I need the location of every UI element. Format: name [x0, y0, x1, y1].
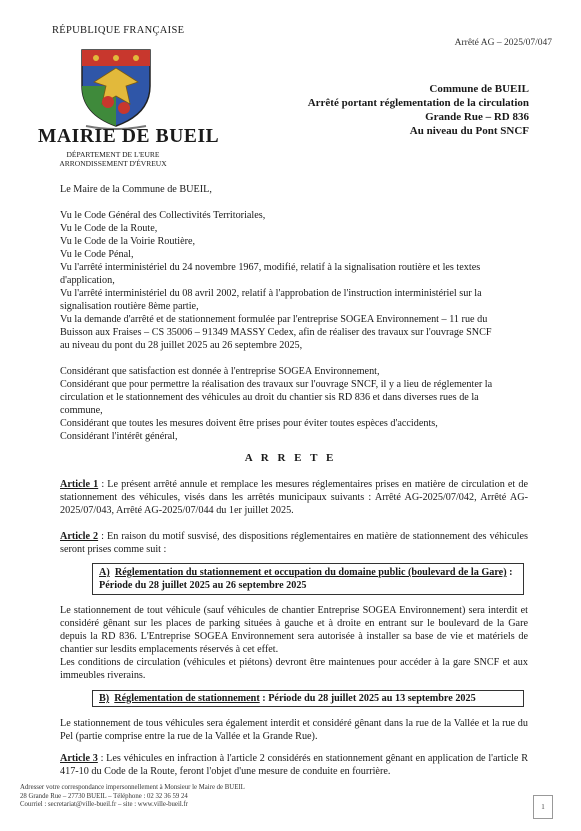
vu-line: Vu le Code Général des Collectivités Territoriales,: [60, 210, 266, 221]
section-b-title: Réglementation de stationnement: [114, 693, 260, 704]
vu-line: Vu la demande d'arrêté et de stationnement formulée par l'entreprise SOGEA Environnement – 11 rue du: [60, 314, 488, 325]
article-1: [60, 478, 528, 517]
considerant-line: Considérant l'intérêt général,: [60, 431, 178, 442]
footer-contact: [20, 784, 245, 810]
article-2-text: : En raison du motif susvisé, des dispositions réglementaires en matière de stationnement des véhicules seront prises comme suit :: [60, 531, 529, 555]
section-a-letter: A): [99, 567, 110, 578]
considerant-line: Considérant que toutes les mesures doivent être prises pour éviter toutes espèces d'accidents,: [60, 418, 438, 429]
article-2: [60, 530, 528, 556]
vu-line: Vu le Code Pénal,: [60, 249, 134, 260]
arrete-reference: Arrêté AG – 2025/07/047: [454, 38, 552, 48]
vu-line: Vu l'arrêté interministériel du 08 avril 2002, relatif à l'approbation de l'instruction interministériel sur la: [60, 288, 482, 299]
title-line: Arrêté portant réglementation de la circulation: [307, 97, 529, 109]
section-b-body: [60, 717, 528, 743]
coat-of-arms-icon: [72, 42, 160, 130]
section-a-period: : Période du 28 juillet 2025 au 26 septembre 2025: [99, 567, 513, 591]
vu-line: signalisation routière 8ème partie,: [60, 301, 199, 312]
arrete-heading: A R R E T E: [244, 452, 337, 464]
section-a-heading: [92, 563, 524, 595]
arrondissement-line: ARRONDISSEMENT D'ÉVREUX: [59, 159, 167, 168]
section-a-text-2: Les conditions de circulation (véhicules et piétons) devront être maintenues pour accéder à la gare SNCF et aux immeubles riverains.: [60, 657, 528, 681]
section-b-text: Le stationnement de tous véhicules sera également interdit et considéré gênant dans la rue de la Vallée et la rue du Pel (partie comprise entre la rue de la Vallée et la Grande Rue).: [60, 718, 528, 742]
article-3-label: Article 3: [60, 753, 98, 764]
considerant-line: circulation et le stationnement des véhicules au droit du chantier sis RD 836 et dans diverses rues de la: [60, 392, 479, 403]
article-1-label: Article 1: [60, 479, 99, 490]
vu-line: Vu le Code de la Route,: [60, 223, 158, 234]
considerant-line: Considérant que pour permettre la réalisation des travaux sur l'ouvrage SNCF, il y a lieu de réglementer la: [60, 379, 493, 390]
document-title-block: [308, 82, 529, 138]
title-line: Commune de BUEIL: [429, 83, 529, 95]
considerant-line: commune,: [60, 405, 103, 416]
title-line: Au niveau du Pont SNCF: [409, 125, 529, 137]
section-a-text-1: Le stationnement de tout véhicule (sauf véhicules de chantier Entreprise SOGEA Environnement) sera interdit et considéré gênant sur les places de parking situées à gauche et à droite en entrant sur le boulevard de la Gare depuis la RD 836. L'Entreprise SOGEA Environnement sera autorisée à installer sa base de vie et matériels de chantier sur lesdits emplacements réservés à cet effet.: [60, 605, 528, 655]
section-b-heading: [92, 690, 524, 707]
vu-line: Vu le Code de la Voirie Routière,: [60, 236, 196, 247]
article-1-text: : Le présent arrêté annule et remplace les mesures réglementaires prises en matière de circulation et de stationnement des véhicules, visés dans les arrêtés municipaux suivants : Arrêté AG-2025/07/042, Arrêté AG-2025/07/043, Arrêté AG-2025/07/044 du 1er juillet 2025.: [60, 479, 528, 516]
mairie-name: MAIRIE DE BUEIL: [38, 126, 220, 147]
footer-line: 28 Grande Rue – 27730 BUEIL – Téléphone : 02 32 36 59 24: [20, 792, 188, 800]
considerant-line: Considérant que satisfaction est donnée à l'entreprise SOGEA Environnement,: [60, 366, 380, 377]
page-number: 1: [533, 795, 553, 819]
footer-line: Courriel : secretariat@ville-bueil.fr – site : www.ville-bueil.fr: [20, 801, 188, 808]
republique-francaise-label: RÉPUBLIQUE FRANÇAISE: [52, 25, 185, 36]
vu-line: d'application,: [60, 275, 115, 286]
vu-line: au niveau du pont du 28 juillet 2025 au 26 septembre 2025,: [60, 340, 303, 351]
article-2-label: Article 2: [60, 531, 99, 542]
section-b-period: : Période du 28 juillet 2025 au 13 septembre 2025: [259, 693, 476, 704]
intro-line: Le Maire de la Commune de BUEIL,: [60, 184, 212, 195]
vu-line: Buisson aux Fraises – CS 35006 – 91349 MASSY Cedex, afin de réaliser des travaux sur l'ouvrage SNCF: [60, 327, 492, 338]
section-a-body: [60, 604, 528, 682]
footer-line: Adresser votre correspondance impersonnellement à Monsieur le Maire de BUEIL: [20, 784, 245, 791]
article-3-text: : Les véhicules en infraction à l'article 2 considérés en stationnement gênant en application de l'article R 417-10 du Code de la Route, feront l'objet d'une mesure de conduite en fourrière.: [60, 753, 528, 777]
article-3: [60, 752, 528, 778]
preamble: [60, 183, 528, 443]
vu-line: Vu l'arrêté interministériel du 24 novembre 1967, modifié, relatif à la signalisation routière et les textes: [60, 262, 481, 273]
department-line: DÉPARTEMENT DE L'EURE: [66, 150, 160, 159]
section-b-letter: B): [99, 693, 110, 704]
department-info: [54, 150, 172, 168]
title-line: Grande Rue – RD 836: [425, 111, 529, 123]
section-a-title: Réglementation du stationnement et occupation du domaine public (boulevard de la Gare): [114, 567, 507, 578]
